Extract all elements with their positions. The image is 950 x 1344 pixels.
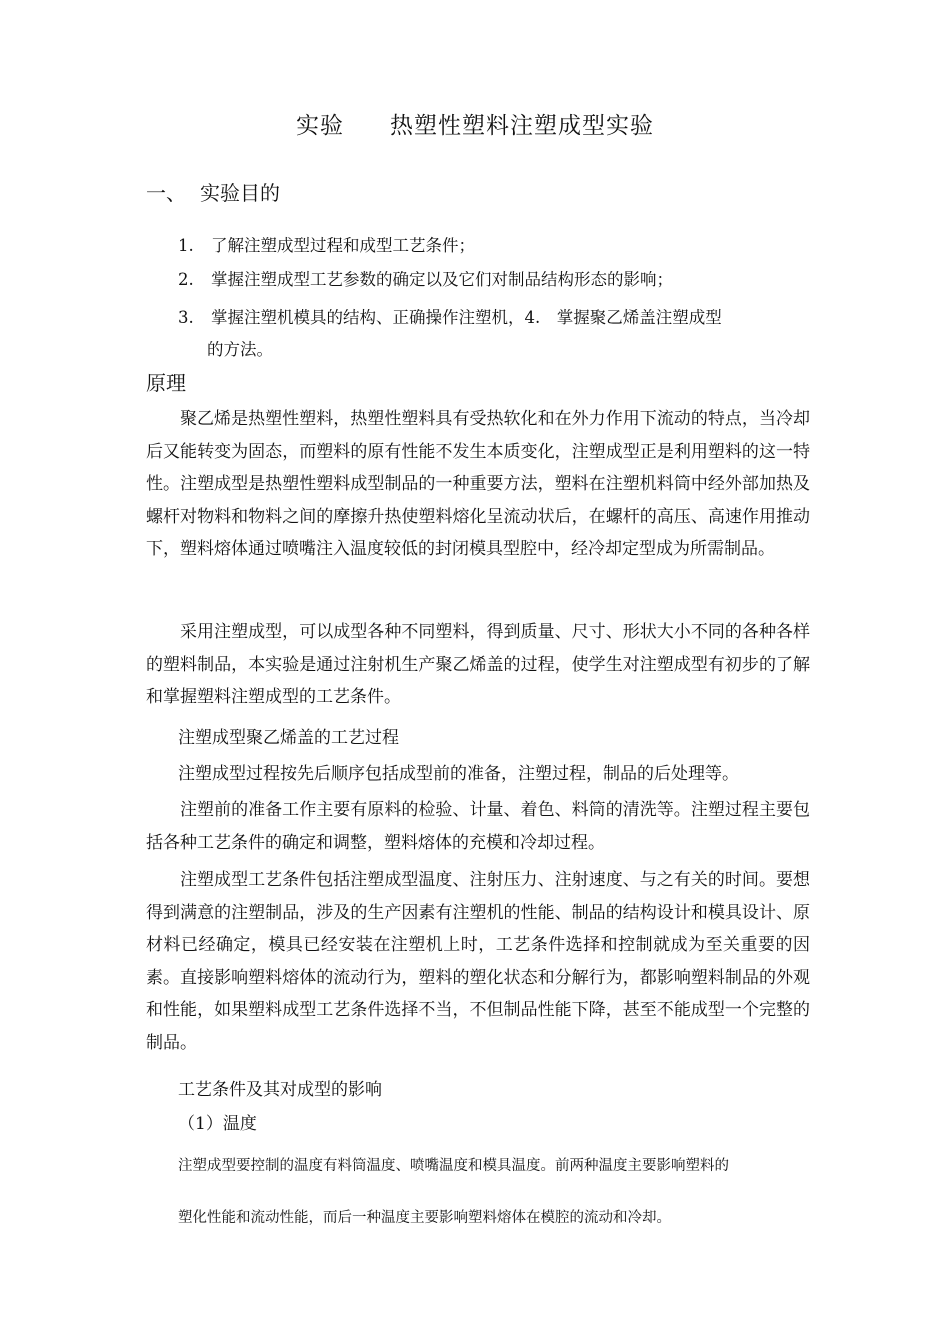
list-item-text: 掌握注塑机模具的结构、正确操作注塑机，4. 掌握聚乙烯盖注塑成型 — [211, 308, 722, 327]
section-heading-principle: 原理 — [146, 371, 186, 395]
subheading: 工艺条件及其对成型的影响 — [178, 1080, 382, 1100]
list-item-text: 掌握注塑成型工艺参数的确定以及它们对制品结构形态的影响； — [211, 270, 673, 289]
section-heading-text: 实验目的 — [200, 181, 280, 205]
list-item-number: 2. — [178, 270, 194, 289]
subheading: 注塑成型聚乙烯盖的工艺过程 — [178, 728, 399, 748]
section-number: 一、 — [146, 181, 186, 205]
section-heading-objectives — [146, 178, 280, 208]
list-item-number: 1. — [178, 236, 194, 255]
paragraph-line: 塑化性能和流动性能，而后一种温度主要影响塑料熔体在模腔的流动和冷却。 — [178, 1210, 671, 1226]
paragraph: 注塑前的准备工作主要有原料的检验、计量、着色、料筒的清洗等。注塑过程主要包括各种工艺条件的确定和调整，塑料熔体的充模和冷却过程。 — [146, 800, 810, 853]
list-item-continuation: 的方法。 — [207, 340, 273, 359]
paragraph: 注塑成型工艺条件包括注塑成型温度、注射压力、注射速度、与之有关的时间。要想得到满意的注塑制品，涉及的生产因素有注塑机的性能、制品的结构设计和模具设计、原材料已经确定，模具已经安装在注塑机上时，工艺条件选择和控制就成为至关重要的因素。直接影响塑料熔体的流动行为，塑料的塑化状态和分解行为，都影响塑料制品的外观和性能，如果塑料成型工艺条件选择不当，不但制品性能下降，甚至不能成型一个完整的制品。 — [146, 870, 810, 1053]
list-item-text: 了解注塑成型过程和成型工艺条件； — [211, 236, 475, 255]
paragraph: 聚乙烯是热塑性塑料，热塑性塑料具有受热软化和在外力作用下流动的特点，当冷却后又能转变为固态，而塑料的原有性能不发生本质变化，注塑成型正是利用塑料的这一特性。注塑成型是热塑性塑料成型制品的一种重要方法，塑料在注塑机料筒中经外部加热及螺杆对物料和物料之间的摩擦升热使塑料熔化呈流动状后，在螺杆的高压、高速作用推动下，塑料熔体通过喷嘴注入温度较低的封闭模具型腔中，经冷却定型成为所需制品。 — [146, 409, 810, 559]
paragraph-line: 注塑成型要控制的温度有料筒温度、喷嘴温度和模具温度。前两种温度主要影响塑料的 — [178, 1158, 729, 1174]
title-prefix: 实验 — [296, 113, 344, 139]
list-item — [178, 230, 818, 262]
title-main: 热塑性塑料注塑成型实验 — [390, 113, 654, 139]
subheading: （1）温度 — [178, 1114, 257, 1134]
page-title — [0, 110, 950, 142]
paragraph: 采用注塑成型，可以成型各种不同塑料，得到质量、尺寸、形状大小不同的各种各样的塑料制品，本实验是通过注射机生产聚乙烯盖的过程，使学生对注塑成型有初步的了解和掌握塑料注塑成型的工艺条件。 — [146, 622, 810, 707]
list-item — [178, 302, 818, 366]
list-item — [178, 264, 818, 296]
paragraph: 注塑成型过程按先后顺序包括成型前的准备，注塑过程，制品的后处理等。 — [178, 764, 739, 784]
list-item-number: 3. — [178, 308, 194, 327]
